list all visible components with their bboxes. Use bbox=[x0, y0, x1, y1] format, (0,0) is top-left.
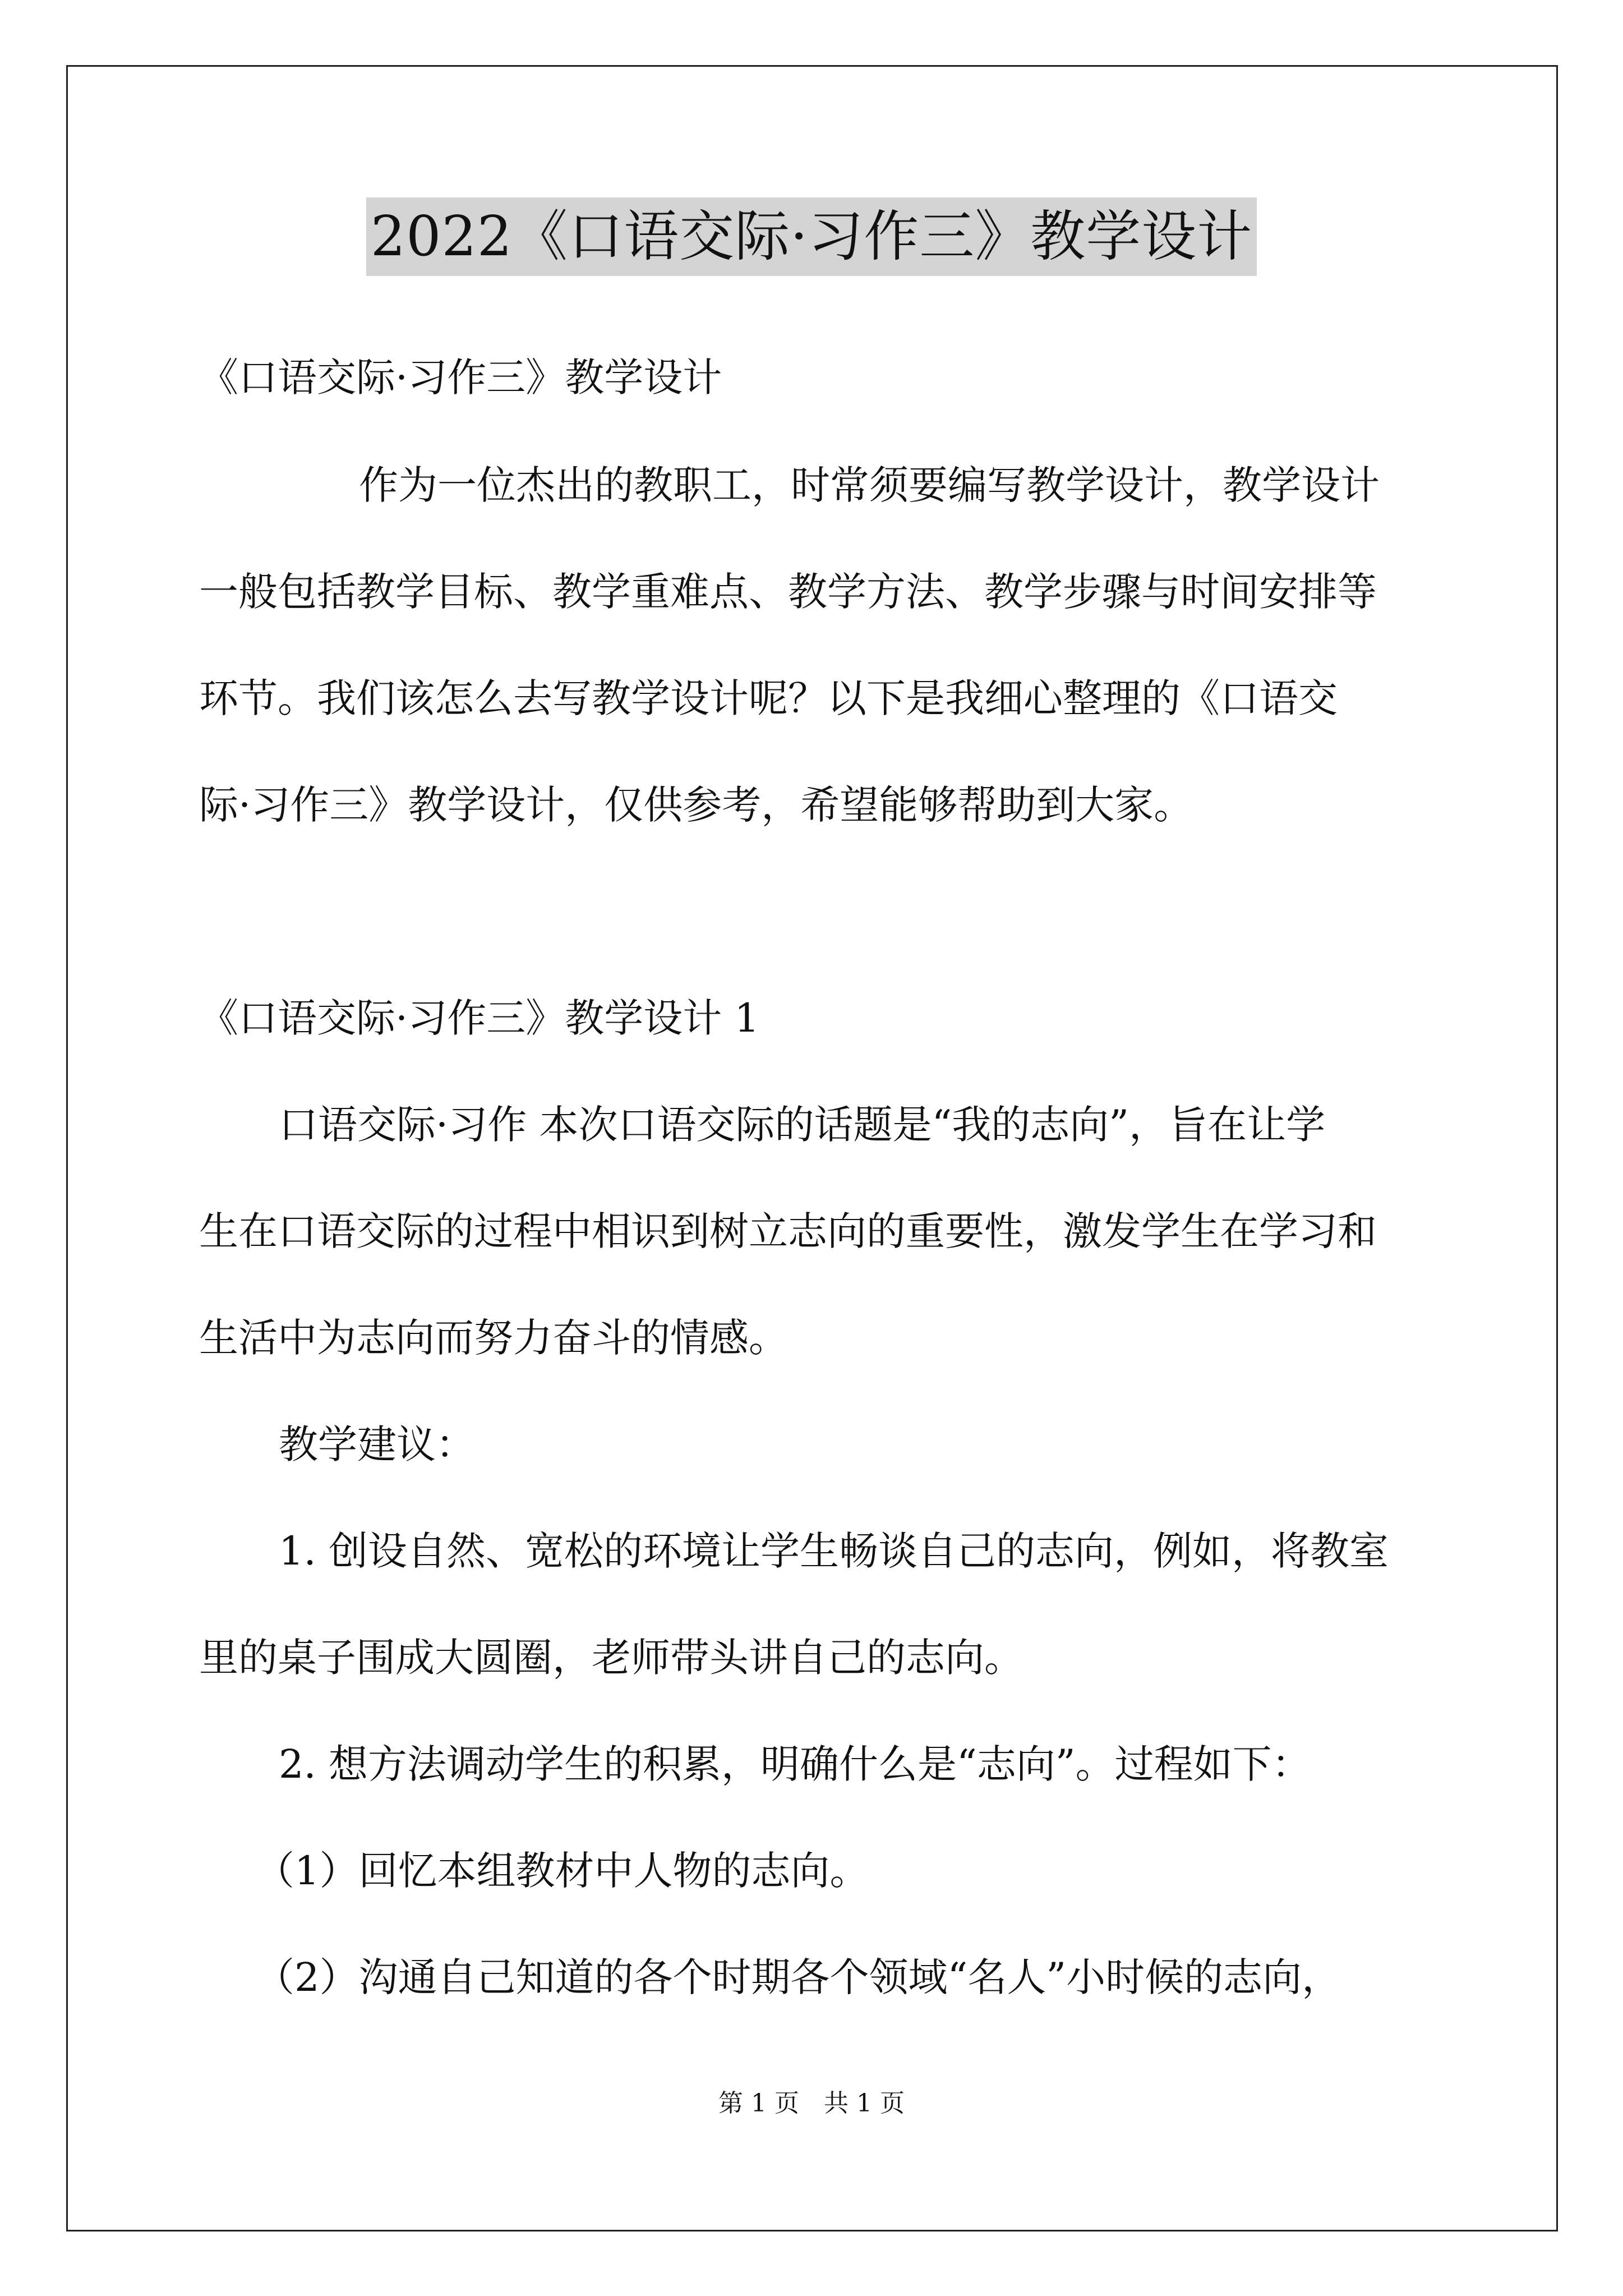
intro-line-4: 际·习作三》教学设计，仅供参考，希望能够帮助到大家。 bbox=[199, 782, 1193, 828]
para1-line-1: 口语交际·习作 本次口语交际的话题是“我的志向”，旨在让学 bbox=[279, 1102, 1326, 1148]
intro-line-3: 环节。我们该怎么去写教学设计呢？以下是我细心整理的《口语交 bbox=[199, 675, 1338, 721]
title-wrap bbox=[0, 197, 1623, 276]
sub-item-1: （1）回忆本组教材中人物的志向。 bbox=[255, 1848, 869, 1894]
para1-line-2: 生在口语交际的过程中相识到树立志向的重要性，激发学生在学习和 bbox=[199, 1208, 1377, 1254]
intro-line-1: 作为一位杰出的教职工，时常须要编写教学设计，教学设计 bbox=[359, 462, 1380, 508]
section-heading: 《口语交际·习作三》教学设计 1 bbox=[199, 995, 760, 1041]
suggestion-label: 教学建议： bbox=[279, 1421, 475, 1467]
intro-line-2: 一般包括教学目标、教学重难点、教学方法、教学步骤与时间安排等 bbox=[199, 569, 1377, 615]
para1-line-3: 生活中为志向而努力奋斗的情感。 bbox=[199, 1315, 788, 1361]
item1-line-2: 里的桌子围成大圆圈，老师带头讲自己的志向。 bbox=[199, 1635, 1023, 1681]
item2-line: 2. 想方法调动学生的积累，明确什么是“志向”。过程如下： bbox=[279, 1741, 1311, 1787]
document-title: 2022《口语交际·习作三》教学设计 bbox=[366, 197, 1257, 276]
document-subtitle: 《口语交际·习作三》教学设计 bbox=[199, 355, 722, 401]
item1-line-1: 1. 创设自然、宽松的环境让学生畅谈自己的志向，例如，将教室 bbox=[279, 1528, 1389, 1574]
sub-item-2: （2）沟通自己知道的各个时期各个领域“名人”小时候的志向， bbox=[255, 1954, 1341, 2000]
page-footer: 第 1 页 共 1 页 bbox=[718, 2089, 905, 2118]
